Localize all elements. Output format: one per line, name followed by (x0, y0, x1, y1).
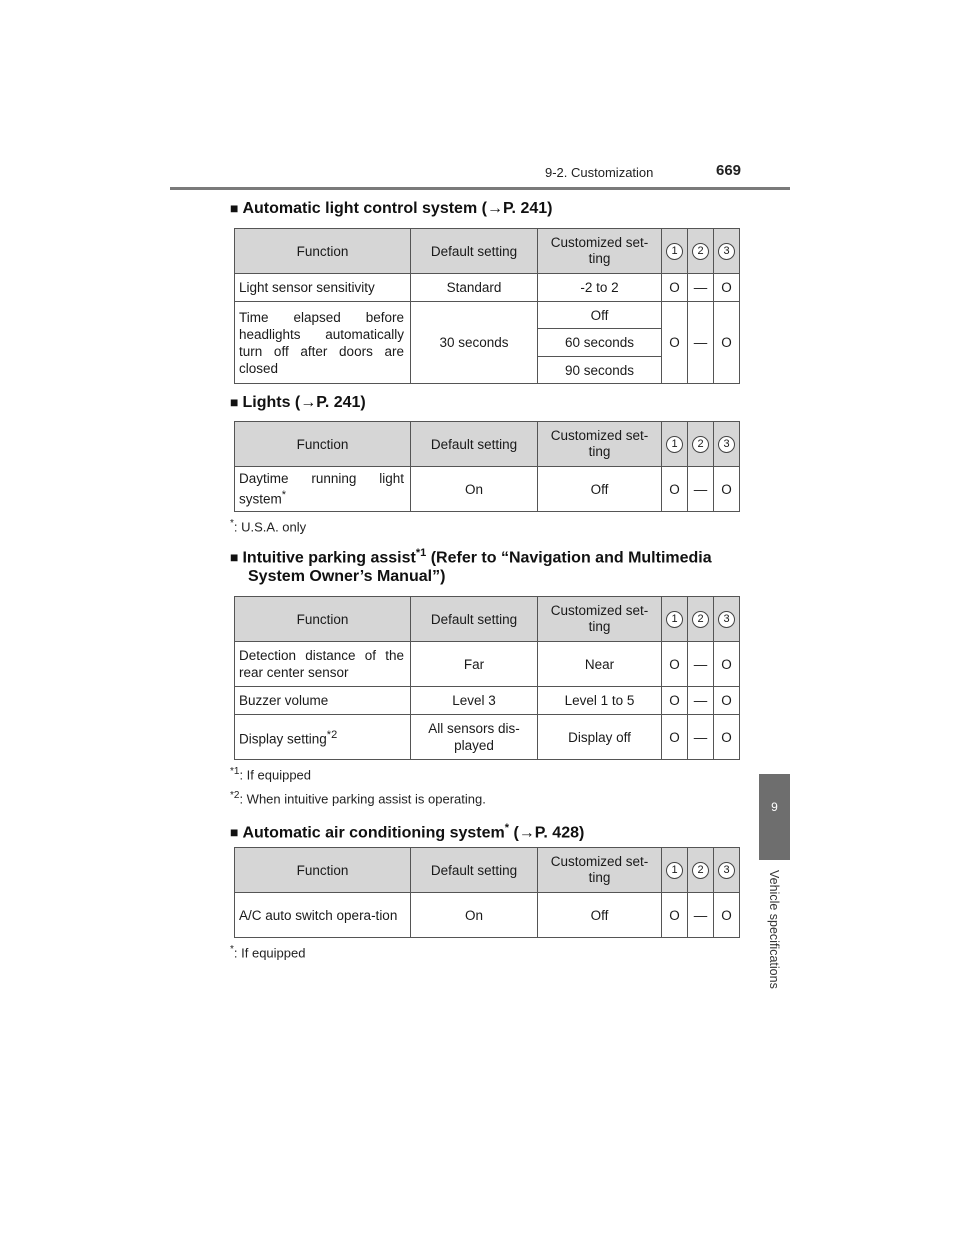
table-row: A/C auto switch opera-tion On Off O — O (235, 893, 740, 938)
chapter-label: Vehicle specifications (767, 870, 781, 989)
section-title: 9-2. Customization (545, 165, 654, 180)
square-bullet-icon: ■ (230, 200, 239, 216)
table-header-row: Function Default setting Customized set-ting 1 2 3 (235, 422, 740, 467)
col-method-2 (688, 229, 714, 274)
circled-2-icon: 2 (692, 243, 709, 260)
table-auto-light (234, 228, 740, 384)
section-heading-parking-assist: ■ Intuitive parking assist$^{*1}$ (Refer to “Navigation and Multimedia (230, 547, 712, 567)
circled-3-icon: 3 (718, 611, 735, 628)
circled-2-icon: 2 (692, 862, 709, 879)
square-bullet-icon: ■ (230, 394, 239, 410)
chapter-number: 9 (771, 800, 778, 814)
table-row: Time elapsed before headlights automatically turn off after doors are closed 30 seconds Off O — O (235, 302, 740, 329)
section-heading-lights: ■ Lights (→P. 241) (230, 394, 366, 411)
col-default: Default setting (411, 229, 538, 274)
square-bullet-icon: ■ (230, 824, 239, 841)
footnote-1: $^{*1}$: If equipped (230, 766, 312, 783)
table-row: Detection distance of the rear center sensor Far Near O — O (235, 642, 740, 687)
page-number: 669 (716, 162, 742, 179)
footnote-lights: *: U.S.A. only (230, 518, 307, 535)
table-row: Daytime running light system* On Off O — O (235, 467, 740, 512)
table-row: Buzzer volume Level 3 Level 1 to 5 O — O (235, 687, 740, 715)
table-row: Display setting$^{*2}$ All sensors dis-played Display off O — O (235, 715, 740, 760)
chapter-tab (759, 774, 790, 860)
col-method-3 (714, 229, 740, 274)
circled-3-icon: 3 (718, 243, 735, 260)
footnote-2: $^{*2}$: When intuitive parking assist is operating. (230, 790, 486, 807)
table-subrow: 90 seconds (235, 357, 740, 384)
circled-1-icon: 1 (666, 243, 683, 260)
col-method-1 (662, 229, 688, 274)
circled-2-icon: 2 (692, 436, 709, 453)
table-air-conditioning (234, 847, 740, 938)
col-customized: Customized set-ting (538, 229, 662, 274)
square-bullet-icon: ■ (230, 549, 239, 566)
footnote-air-conditioning: *: If equipped (230, 944, 306, 961)
table-header-row: Function Default setting Customized set-ting 1 2 3 (235, 848, 740, 893)
section-heading-parking-assist-line2: System Owner’s Manual”) (248, 568, 446, 585)
table-header-row (235, 229, 740, 274)
table-header-row: Function Default setting Customized set-ting 1 2 3 (235, 597, 740, 642)
table-subrow: 60 seconds (235, 329, 740, 357)
table-lights (234, 421, 740, 512)
circled-3-icon: 3 (718, 862, 735, 879)
circled-1-icon: 1 (666, 436, 683, 453)
circled-1-icon: 1 (666, 862, 683, 879)
circled-2-icon: 2 (692, 611, 709, 628)
table-row: Light sensor sensitivity Standard -2 to 2 O — O (235, 274, 740, 302)
circled-3-icon: 3 (718, 436, 735, 453)
circled-1-icon: 1 (666, 611, 683, 628)
section-heading-air-conditioning: ■ Automatic air conditioning system* (→P. 428) (230, 822, 585, 842)
table-parking-assist (234, 596, 740, 760)
col-function: Function (235, 229, 411, 274)
header-divider (170, 187, 790, 190)
section-heading-auto-light: ■ Automatic light control system (→P. 241) (230, 200, 553, 217)
